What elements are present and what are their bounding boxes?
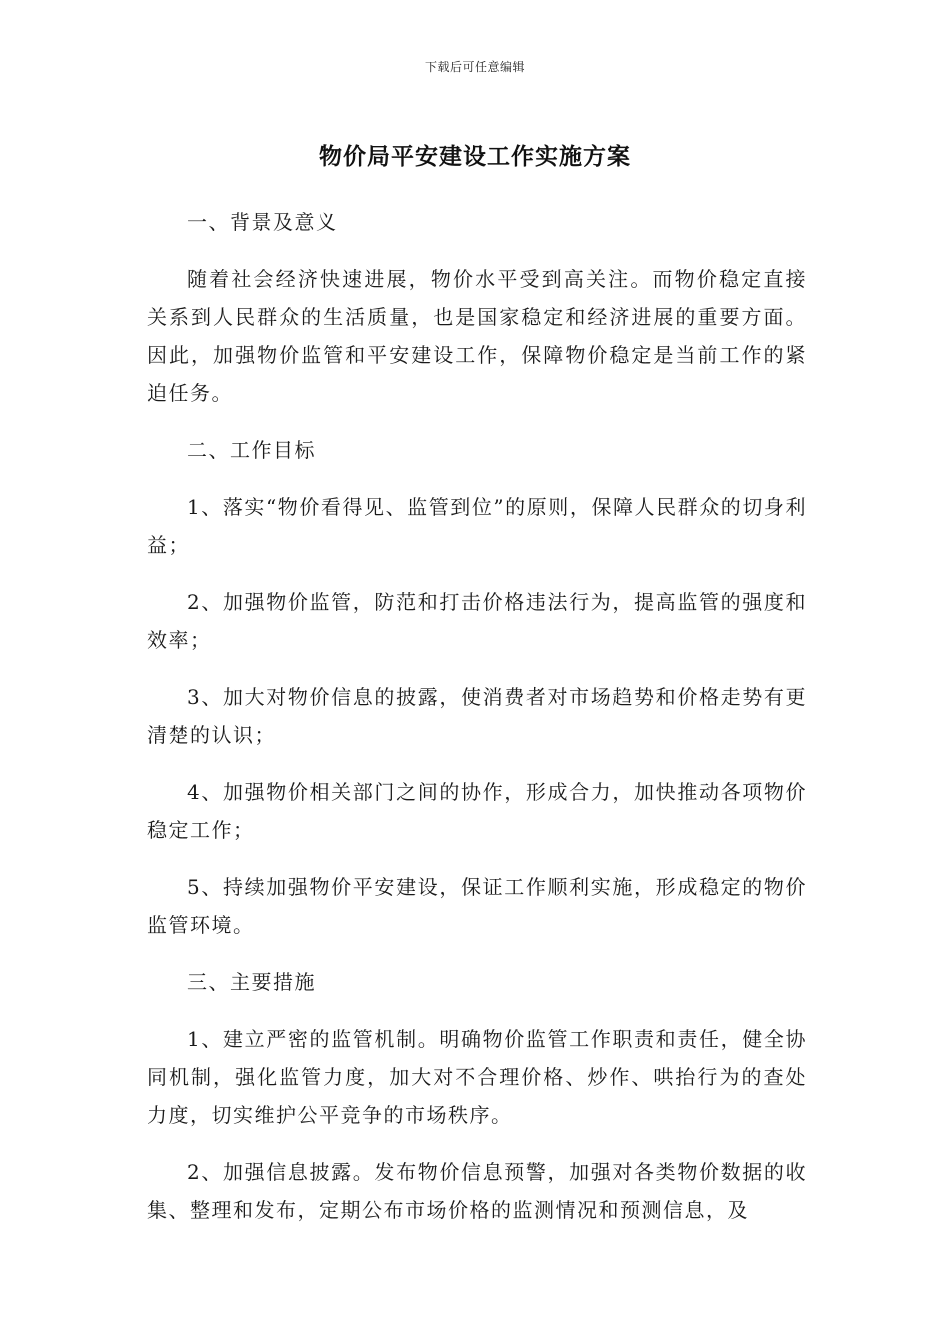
measure-item-1: 1、建立严密的监管机制。明确物价监管工作职责和责任，健全协同机制，强化监管力度，加大对不合理价格、炒作、哄抬行为的查处力度，切实维护公平竞争的市场秩序。 [147,1027,807,1127]
goal-item-4: 4、加强物价相关部门之间的协作，形成合力，加快推动各项物价稳定工作； [147,780,807,842]
goal-item-3: 3、加大对物价信息的披露，使消费者对市场趋势和价格走势有更清楚的认识； [147,685,807,747]
section-heading-measures: 三、主要措施 [187,970,316,994]
section-heading-goals: 二、工作目标 [187,438,316,462]
header-note: 下载后可任意编辑 [424,60,525,74]
goal-item-1: 1、落实“物价看得见、监管到位”的原则，保障人民群众的切身利益； [147,495,807,557]
paragraph-background: 随着社会经济快速进展，物价水平受到高关注。而物价稳定直接关系到人民群众的生活质量，也是国家稳定和经济进展的重要方面。因此，加强物价监管和平安建设工作，保障物价稳定是当前工作的紧迫任务。 [147,267,807,405]
document-body [147,203,807,1248]
goal-item-5: 5、持续加强物价平安建设，保证工作顺利实施，形成稳定的物价监管环境。 [147,875,807,937]
goal-item-2: 2、加强物价监管，防范和打击价格违法行为，提高监管的强度和效率； [147,590,807,652]
section-heading-background: 一、背景及意义 [187,210,338,234]
measure-item-2: 2、加强信息披露。发布物价信息预警，加强对各类物价数据的收集、整理和发布，定期公布市场价格的监测情况和预测信息，及 [147,1160,807,1222]
document-title: 物价局平安建设工作实施方案 [319,144,631,170]
